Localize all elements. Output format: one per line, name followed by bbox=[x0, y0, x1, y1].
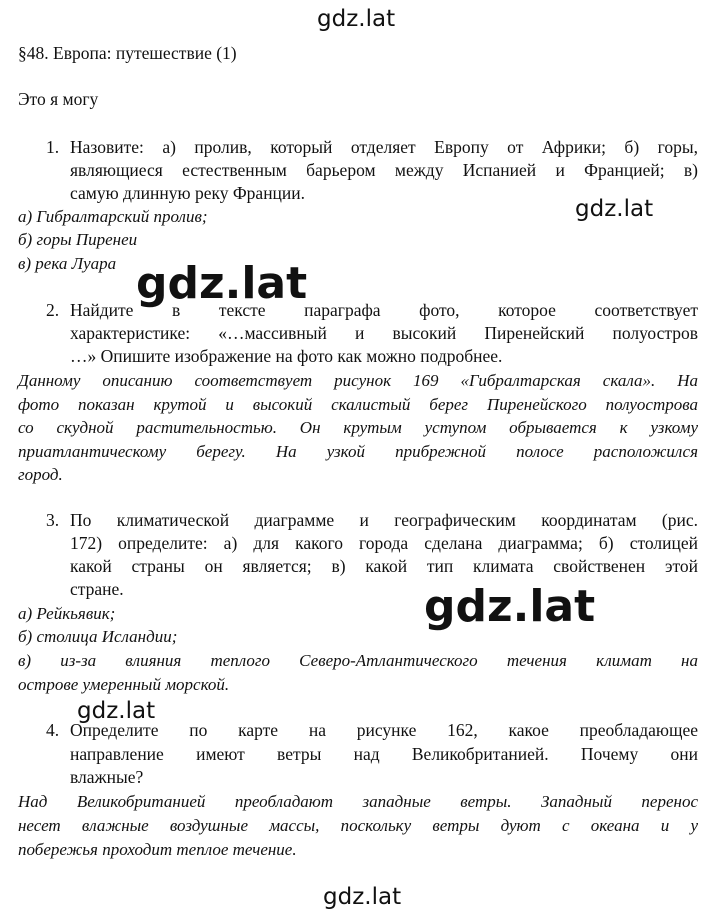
watermark-top: gdz.lat bbox=[317, 6, 396, 32]
answer-line: б) столица Исландии; bbox=[18, 627, 178, 646]
watermark-right-1: gdz.lat bbox=[575, 196, 654, 222]
question-number: 1. bbox=[46, 137, 60, 157]
question-line: По климатической диаграмме и географическим координатам (рис. bbox=[70, 510, 698, 530]
answer-line: а) Рейкьявик; bbox=[18, 604, 116, 623]
answer-line: в) река Луара bbox=[18, 254, 117, 273]
answer-line: приатлантическому берегу. На узкой прибрежной полосе расположился bbox=[18, 442, 698, 461]
question-line: характеристике: «…массивный и высокий Пиренейский полуостров bbox=[70, 323, 698, 343]
question-line: Назовите: а) пролив, который отделяет Европу от Африки; б) горы, bbox=[70, 137, 698, 157]
watermark-large-2: gdz.lat bbox=[424, 581, 596, 632]
question-number: 4. bbox=[46, 720, 60, 740]
question-line: какой страны он является; в) какой тип климата свойственен этой bbox=[70, 556, 698, 576]
answer-line: город. bbox=[18, 465, 63, 484]
question-line: влажные? bbox=[70, 767, 144, 787]
question-line: являющиеся естественным барьером между Испанией и Францией; в) bbox=[70, 160, 698, 180]
watermark-bottom: gdz.lat bbox=[323, 884, 402, 910]
question-line: стране. bbox=[70, 579, 124, 599]
answer-line: Над Великобританией преобладают западные ветры. Западный перенос bbox=[18, 792, 698, 811]
answer-line: несет влажные воздушные массы, поскольку ветры дуют с океана и у bbox=[18, 816, 698, 835]
answer-line: в) из-за влияния теплого Северо-Атлантического течения климат на bbox=[18, 651, 698, 670]
answer-line: побережья проходит теплое течение. bbox=[18, 840, 297, 859]
question-number: 3. bbox=[46, 510, 60, 530]
question-line: 172) определите: а) для какого города сделана диаграмма; б) столицей bbox=[70, 533, 698, 553]
watermark-large-1: gdz.lat bbox=[136, 258, 308, 309]
answer-line: фото показан крутой и высокий скалистый берег Пиренейского полуострова bbox=[18, 395, 698, 414]
question-line: Определите по карте на рисунке 162, какое преобладающее bbox=[70, 720, 698, 740]
question-line: самую длинную реку Франции. bbox=[70, 183, 306, 203]
question-line: направление имеют ветры над Великобританией. Почему они bbox=[70, 744, 698, 764]
paragraph-header: §48. Европа: путешествие (1) bbox=[18, 43, 237, 63]
section-title: Это я могу bbox=[18, 89, 99, 109]
answer-line: а) Гибралтарский пролив; bbox=[18, 207, 208, 226]
answer-line: острове умеренный морской. bbox=[18, 675, 230, 694]
answer-line: со скудной растительностью. Он крутым уступом обрывается к узкому bbox=[18, 418, 698, 437]
question-line: …» Опишите изображение на фото как можно подробнее. bbox=[70, 346, 503, 366]
question-number: 2. bbox=[46, 300, 60, 320]
question-line: Найдите в тексте параграфа фото, которое соответствует bbox=[70, 300, 698, 320]
watermark-left: gdz.lat bbox=[77, 698, 156, 724]
answer-line: Данному описанию соответствует рисунок 169 «Гибралтарская скала». На bbox=[18, 371, 698, 390]
answer-line: б) горы Пиренеи bbox=[18, 230, 138, 249]
